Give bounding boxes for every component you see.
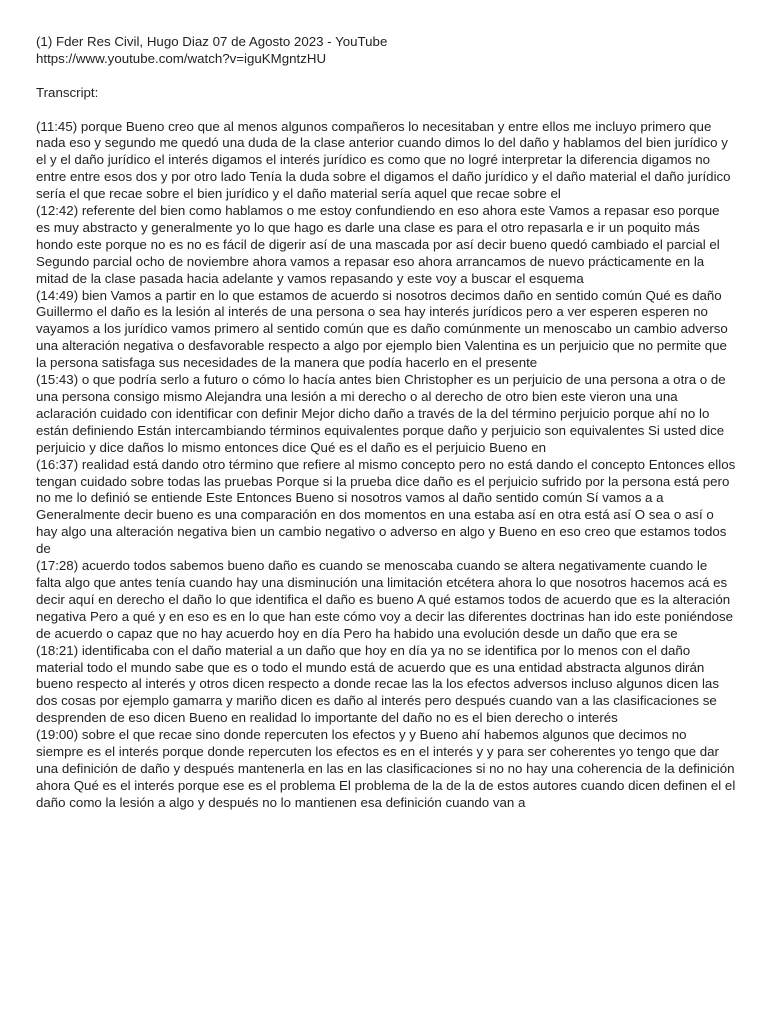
transcript-document xyxy=(36,34,736,812)
transcript-segment: (17:28) acuerdo todos sabemos bueno daño es cuando se menoscaba cuando se altera negativamente cuando le falta algo que antes tenía cuando hay una disminución una limitación etcétera ahora lo que nosotros hacemos acá es decir aquí en derecho el daño lo que identifica el daño es bueno A qué estamos todos de acuerdo que es la alteración negativa Pero a qué y en eso es en lo que han este cómo voy a decir las diferentes doctrinas han ido este poniéndose de acuerdo o capaz que no hay acuerdo hoy en día Pero ha habido una evolución desde un daño que era se xyxy=(36,558,734,641)
transcript-segment: (15:43) o que podría serlo a futuro o cómo lo hacía antes bien Christopher es un perjuicio de una persona a otra o de una persona consigo mismo Alejandra una lesión a mi derecho o al derecho de otro bien este vieron una una aclaración cuidado con identificar con definir Mejor dicho daño a través de la del término perjuicio porque ahí no lo están definiendo Están intercambiando términos equivalentes porque daño y perjuicio son equivalentes Si usted dice perjuicio y dice daños lo mismo entonces dice Qué es el daño es el perjuicio Bueno en xyxy=(36,372,726,455)
spacer xyxy=(36,102,736,119)
transcript-segment: (14:49) bien Vamos a partir en lo que estamos de acuerdo si nosotros decimos daño en sentido común Qué es daño Guillermo el daño es la lesión al interés de una persona o sea hay interés jurídicos pero a ver esperen esperen no vayamos a los jurídico vamos primero al sentido común que es daño comúnmente un menoscabo un cambio adverso una alteración negativa o desfavorable respecto a algo por ejemplo bien Valentina es un perjuicio que no permite que la persona satisfaga sus necesidades de la manera que podía hacerlo en el presente xyxy=(36,287,728,371)
transcript-segment: (18:21) identificaba con el daño material a un daño que hoy en día ya no se identifica por lo menos con el daño material todo el mundo sabe que es o todo el mundo está de acuerdo que es una entidad abstracta algunos dirán bueno respecto al interés y otros dicen respecto a donde recae las la los efectos adversos incluso algunos dicen las dos cosas por ejemplo gamarra y mariño dicen es daño al interés pero después cuando van a las clasificaciones se desprenden de eso dicen Bueno en realidad lo importante del daño no es el bien derecho o interés xyxy=(36,642,719,726)
document-title: (1) Fder Res Civil, Hugo Diaz 07 de Agosto 2023 - YouTube xyxy=(36,34,388,49)
video-url-link[interactable]: https://www.youtube.com/watch?v=iguKMgntzHU xyxy=(36,50,327,66)
transcript-heading: Transcript: xyxy=(36,84,99,100)
transcript-segment: (16:37) realidad está dando otro término que refiere al mismo concepto pero no está dando el concepto Entonces ellos tengan cuidado sobre todas las pruebas Porque si la prueba dice daño es el perjuicio sufrido por la persona está pero no me lo definió se entiende Este Entonces Bueno si nosotros vamos al daño sentido común Sí vamos a a Generalmente decir bueno es una comparación en dos momentos en una estaba así en otra está así O sea o así o hay algo una alteración negativa bien un cambio negativo o adverso en algo y Bueno en eso creo que estamos todos de xyxy=(36,456,736,557)
spacer xyxy=(36,68,736,85)
transcript-segment: (12:42) referente del bien como hablamos o me estoy confundiendo en eso ahora este Vamos a repasar eso porque es muy abstracto y generalmente yo lo que hago es darle una clase es para el otro repasarla e ir un poquito más hondo este porque no es no es fácil de digerir así de una mascada por así decir bueno quedó cambiado el parcial el Segundo parcial ocho de noviembre ahora vamos a repasar eso ahora arrancamos de nuevo prácticamente en la mitad de la clase pasada hacia adelante y vamos repasando y este voy a buscar el esquema xyxy=(36,203,720,286)
transcript-segment: (11:45) porque Bueno creo que al menos algunos compañeros lo necesitaban y entre ellos me incluyo primero que nada eso y segundo me quedó una duda de la clase anterior cuando dimos lo del daño y hablamos del bien jurídico y el y el daño jurídico el interés digamos el interés jurídico es como que no logré interpretar la diferencia digamos no entre entre esos dos y por otro lado Tenía la duda sobre el digamos el daño jurídico y el daño material el daño jurídico sería el que recae sobre el bien jurídico y el daño material sería aquel que recae sobre el xyxy=(36,118,731,202)
transcript-segment: (19:00) sobre el que recae sino donde repercuten los efectos y y Bueno ahí habemos algunos que decimos no siempre es el interés porque donde repercuten los efectos es en el interés y y para ser coherentes yo tengo que dar una definición de daño y después mantenerla en las en las clasificaciones si no no hay una coherencia de la definición ahora Qué es el interés porque ese es el problema El problema de la de la de estos autores cuando dicen definen el el daño como la lesión a algo y después no lo mantienen esa definición cuando van a xyxy=(36,727,736,810)
